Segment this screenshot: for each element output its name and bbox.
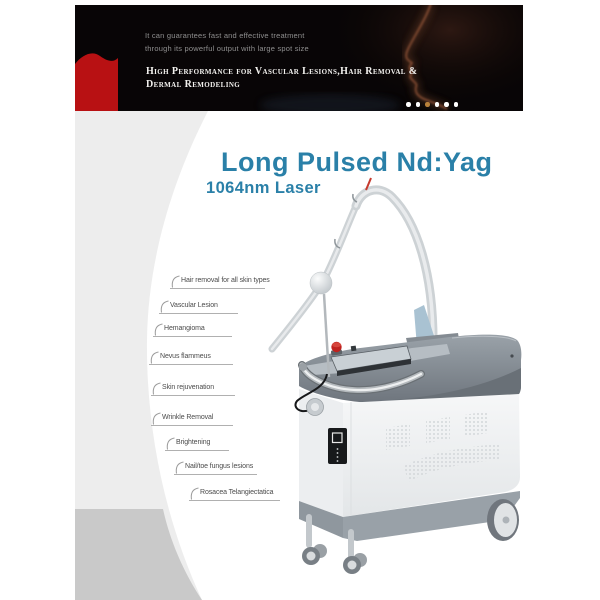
treatment-label: Wrinkle Removal (162, 414, 214, 421)
carousel-dot-1[interactable] (406, 102, 411, 107)
banner-photo-woman-profile (75, 5, 523, 111)
laser-machine-photo (262, 170, 540, 585)
red-wave-accent (75, 53, 118, 111)
bracket-icon (152, 382, 161, 395)
bracket-icon (152, 412, 161, 425)
machine-body (299, 333, 521, 574)
treatment-item (153, 323, 232, 337)
bracket-icon (160, 300, 169, 313)
banner-tagline (145, 29, 309, 55)
ball-joint (310, 272, 332, 294)
banner-heading (146, 65, 418, 91)
vent-grille (426, 417, 450, 443)
bracket-icon (190, 487, 199, 500)
heading-line-2: Dermal Remodeling (146, 79, 241, 90)
treatment-item (151, 382, 235, 396)
key-switch[interactable] (351, 346, 357, 352)
carousel-dot-4[interactable] (435, 102, 440, 107)
treatment-label: Hemangioma (164, 325, 205, 332)
carousel-dot-2[interactable] (416, 102, 421, 107)
vent-grille (386, 424, 410, 450)
treatment-label: Skin rejuvenation (162, 384, 214, 391)
articulated-laser-arm (272, 178, 437, 349)
vent-grille (464, 411, 488, 437)
page-title: Long Pulsed Nd:Yag (221, 147, 493, 177)
heading-line-1: High Performance for Vascular Lesions,Hair Removal & (146, 66, 418, 77)
bracket-icon (171, 275, 180, 288)
treatment-item (151, 412, 233, 426)
carousel-dot-5[interactable] (444, 102, 449, 107)
bracket-icon (166, 437, 175, 450)
bracket-icon (154, 323, 163, 336)
bracket-icon (150, 351, 159, 364)
treatment-label: Nevus flammeus (160, 353, 211, 360)
page-subtitle: 1064nm Laser (206, 179, 321, 197)
treatment-label: Rosacea Telangiectatica (200, 489, 274, 496)
carousel-dot-6[interactable] (454, 102, 459, 107)
treatment-label: Brightening (176, 439, 211, 446)
carousel-dot-3[interactable] (425, 102, 430, 107)
treatment-item (170, 275, 270, 289)
treatment-item (149, 351, 233, 365)
treatment-label: Nail/toe fungus lesions (185, 463, 254, 470)
tagline-line-2: through its powerful output with large spot size (145, 44, 309, 53)
treatment-label: Hair removal for all skin types (181, 277, 270, 284)
treatment-label: Vascular Lesion (170, 302, 218, 309)
treatment-item (159, 300, 238, 314)
treatment-item (174, 461, 257, 475)
treatment-item (165, 437, 229, 451)
carousel-dots[interactable] (406, 102, 458, 107)
hero-banner (75, 5, 523, 111)
tagline-line-1: It can guarantees fast and effective treatment (145, 31, 305, 40)
bracket-icon (175, 461, 184, 474)
